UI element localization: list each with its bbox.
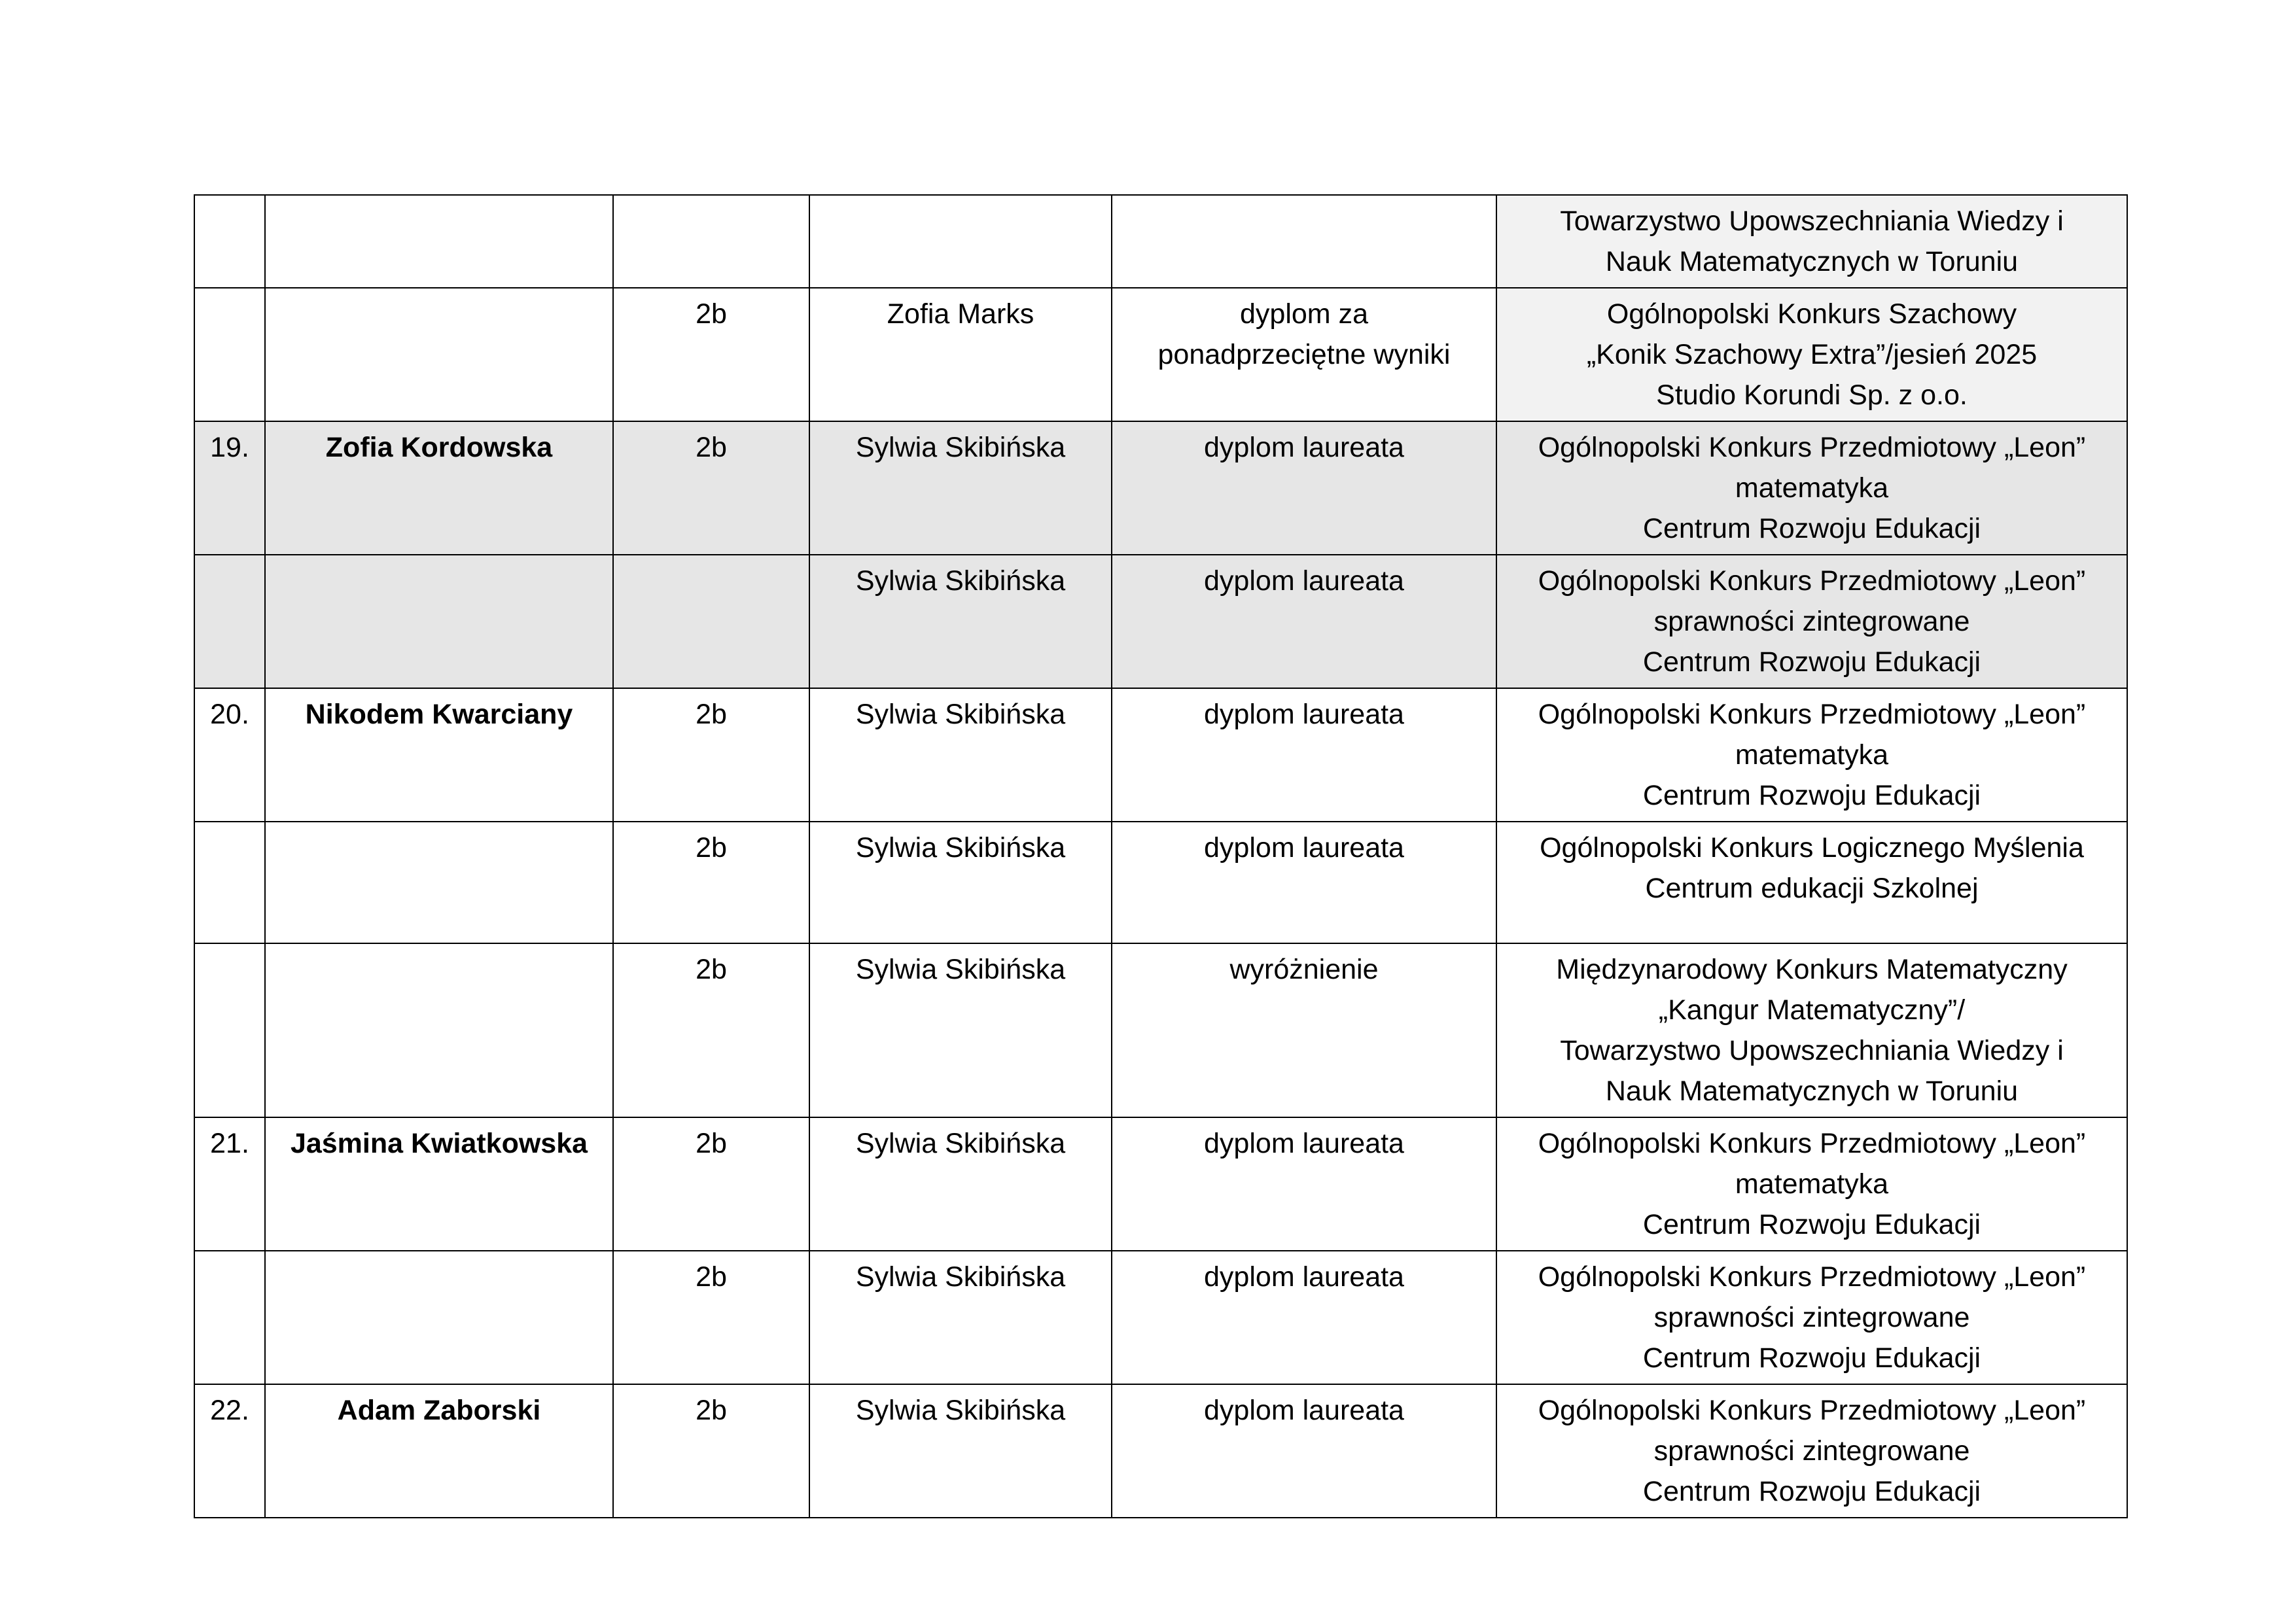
table-row [194,1251,2127,1384]
contest-line: Ogólnopolski Konkurs Przedmiotowy „Leon” [1538,1395,2086,1426]
contest-line: Towarzystwo Upowszechniania Wiedzy i [1560,205,2064,237]
row-number [194,1251,265,1384]
student-name [265,195,613,288]
contest-line: Centrum edukacji Szkolnej [1645,873,1979,904]
award-line: dyplom laureata [1204,1395,1404,1426]
class: 2b [613,288,809,421]
teacher: Sylwia Skibińska [809,555,1112,688]
award [1112,555,1496,688]
award [1112,1384,1496,1518]
award-line: dyplom laureata [1204,432,1404,463]
award-line: dyplom laureata [1204,1261,1404,1293]
student-name [265,288,613,421]
table-row [194,688,2127,822]
contest-line: Ogólnopolski Konkurs Przedmiotowy „Leon” [1538,699,2086,730]
contest [1496,195,2127,288]
award [1112,688,1496,822]
table-row [194,555,2127,688]
contest [1496,822,2127,943]
award-line: dyplom laureata [1204,832,1404,864]
contest-line: Ogólnopolski Konkurs Przedmiotowy „Leon” [1538,1261,2086,1293]
row-number [194,555,265,688]
teacher: Sylwia Skibińska [809,688,1112,822]
student-name: Jaśmina Kwiatkowska [265,1117,613,1251]
award [1112,421,1496,555]
award-line: dyplom laureata [1204,699,1404,730]
teacher [809,195,1112,288]
contest [1496,688,2127,822]
contest-line: Centrum Rozwoju Edukacji [1642,1209,1981,1240]
award [1112,1117,1496,1251]
teacher: Zofia Marks [809,288,1112,421]
contest [1496,421,2127,555]
table-row [194,1117,2127,1251]
contest-line: Nauk Matematycznych w Toruniu [1605,1075,2019,1107]
award [1112,822,1496,943]
contest-line: „Konik Szachowy Extra”/jesień 2025 [1586,339,2038,370]
contest-line: Centrum Rozwoju Edukacji [1642,780,1981,811]
class: 2b [613,1384,809,1518]
row-number [194,288,265,421]
teacher: Sylwia Skibińska [809,1251,1112,1384]
table-row [194,943,2127,1117]
award [1112,1251,1496,1384]
table-row [194,1384,2127,1518]
row-number: 20. [194,688,265,822]
table-row [194,822,2127,943]
results-table [194,194,2128,1518]
contest-line: sprawności zintegrowane [1653,1435,1970,1467]
class: 2b [613,943,809,1117]
award-line: wyróżnienie [1229,954,1379,985]
teacher: Sylwia Skibińska [809,421,1112,555]
award-line: ponadprzeciętne wyniki [1157,339,1451,370]
class: 2b [613,421,809,555]
contest [1496,555,2127,688]
row-number: 19. [194,421,265,555]
contest-line: Ogólnopolski Konkurs Przedmiotowy „Leon” [1538,1128,2086,1159]
contest-line: Centrum Rozwoju Edukacji [1642,646,1981,678]
contest-line: Ogólnopolski Konkurs Przedmiotowy „Leon” [1538,432,2086,463]
student-name: Adam Zaborski [265,1384,613,1518]
student-name [265,943,613,1117]
teacher: Sylwia Skibińska [809,822,1112,943]
contest [1496,1251,2127,1384]
contest-line: matematyka [1735,1168,1889,1200]
table-row [194,421,2127,555]
contest-line: Centrum Rozwoju Edukacji [1642,513,1981,544]
class [613,555,809,688]
row-number: 22. [194,1384,265,1518]
contest-line: sprawności zintegrowane [1653,1302,1970,1333]
contest-line: Ogólnopolski Konkurs Przedmiotowy „Leon” [1538,565,2086,597]
award [1112,943,1496,1117]
contest [1496,1384,2127,1518]
contest-line: Nauk Matematycznych w Toruniu [1605,246,2019,277]
teacher: Sylwia Skibińska [809,1117,1112,1251]
table-row [194,195,2127,288]
class [613,195,809,288]
teacher: Sylwia Skibińska [809,943,1112,1117]
row-number [194,195,265,288]
contest-line: Centrum Rozwoju Edukacji [1642,1342,1981,1374]
contest-line: Studio Korundi Sp. z o.o. [1656,379,1968,411]
contest-line: Centrum Rozwoju Edukacji [1642,1476,1981,1507]
table-row [194,288,2127,421]
student-name [265,555,613,688]
award-line: dyplom laureata [1204,1128,1404,1159]
contest-line: Ogólnopolski Konkurs Logicznego Myślenia [1540,832,2084,864]
contest [1496,288,2127,421]
contest [1496,1117,2127,1251]
row-number [194,943,265,1117]
student-name: Zofia Kordowska [265,421,613,555]
row-number: 21. [194,1117,265,1251]
class: 2b [613,1251,809,1384]
student-name [265,1251,613,1384]
award [1112,288,1496,421]
contest-line: „Kangur Matematyczny”/ [1658,994,1966,1026]
teacher: Sylwia Skibińska [809,1384,1112,1518]
contest-line: matematyka [1735,472,1889,504]
contest-line: matematyka [1735,739,1889,771]
award [1112,195,1496,288]
award-line: dyplom za [1240,298,1368,330]
contest [1496,943,2127,1117]
contest-line: Międzynarodowy Konkurs Matematyczny [1556,954,2068,985]
class: 2b [613,822,809,943]
class: 2b [613,1117,809,1251]
award-line: dyplom laureata [1204,565,1404,597]
contest-line: Ogólnopolski Konkurs Szachowy [1606,298,2017,330]
contest-line: Towarzystwo Upowszechniania Wiedzy i [1560,1035,2064,1066]
row-number [194,822,265,943]
student-name: Nikodem Kwarciany [265,688,613,822]
class: 2b [613,688,809,822]
student-name [265,822,613,943]
contest-line: sprawności zintegrowane [1653,606,1970,637]
